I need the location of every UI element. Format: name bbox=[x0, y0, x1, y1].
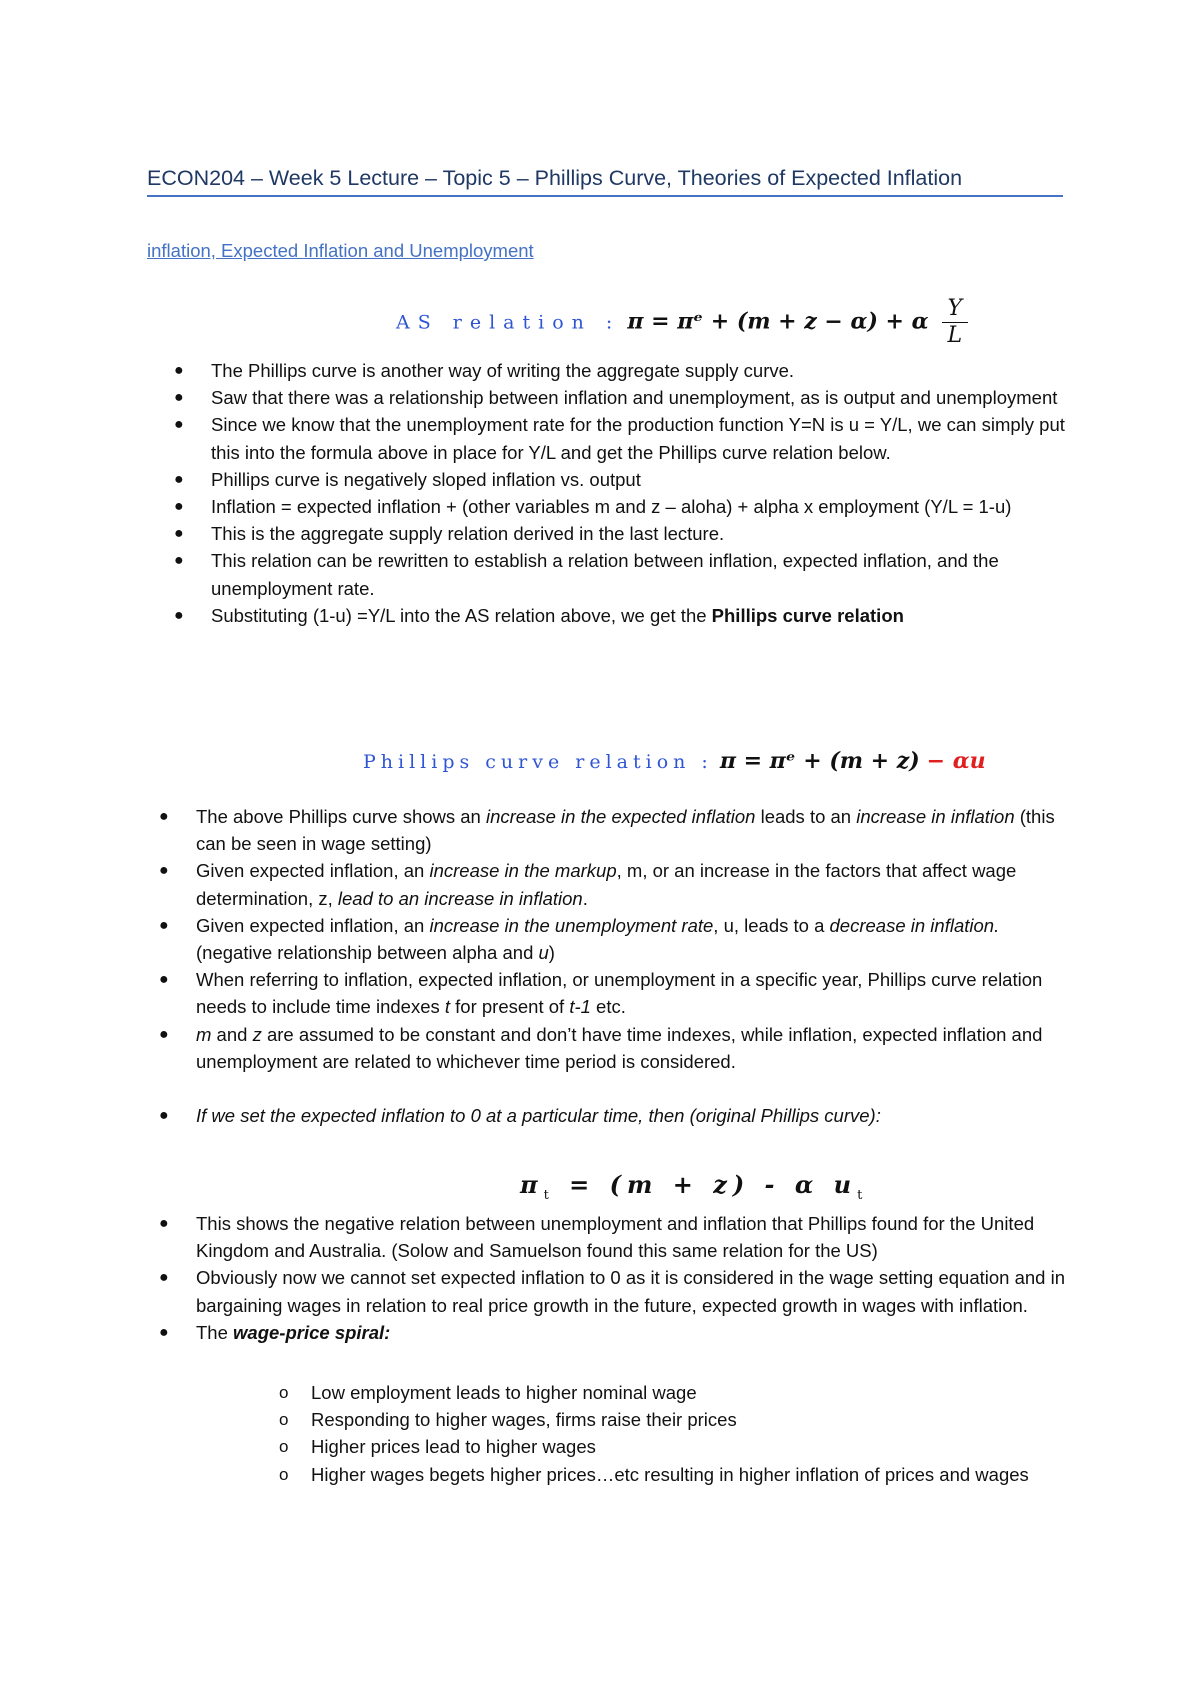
page-title: ECON204 – Week 5 Lecture – Topic 5 – Phillips Curve, Theories of Expected Inflation bbox=[147, 166, 1063, 197]
fraction-numerator: Y bbox=[942, 296, 969, 323]
fraction-denominator: L bbox=[947, 323, 963, 348]
as-relation-body: π = πᵉ + (m + z − α) + α bbox=[627, 308, 929, 335]
bullet-list-phillips bbox=[159, 803, 1071, 1129]
section-heading: inflation, Expected Inflation and Unemployment bbox=[147, 240, 534, 261]
sub-list-item: o Responding to higher wages, firms raise their prices bbox=[279, 1409, 737, 1431]
bullet-list-original bbox=[159, 1210, 1071, 1346]
as-relation-label: AS relation : bbox=[396, 311, 621, 334]
sub-list-item: o Higher wages begets higher prices…etc resulting in higher inflation of prices and wages bbox=[279, 1463, 1029, 1485]
list-spacer bbox=[196, 1075, 1071, 1102]
list-item: ● This shows the negative relation between unemployment and inflation that Phillips found for the United Kingdom and Australia. (Solow and Samuelson found this same relation for the US) bbox=[159, 1213, 1035, 1262]
sub-list-item: o Low employment leads to higher nominal wage bbox=[279, 1382, 697, 1403]
list-item: ● When referring to inflation, expected inflation, or unemployment in a specific year, Phillips curve relation needs to include time indexes t for present of t-1 etc. bbox=[159, 969, 1043, 1018]
list-item: ● Given expected inflation, an increase in the markup, m, or an increase in the factors that affect wage determination, z, lead to an increase in inflation. bbox=[159, 860, 1017, 909]
sub-list-wage-price-spiral bbox=[279, 1379, 1071, 1488]
sub-list-item: o Higher prices lead to higher wages bbox=[279, 1436, 596, 1458]
bullet-list-as bbox=[174, 357, 1071, 629]
phillips-relation-label: Phillips curve relation : bbox=[363, 751, 713, 773]
list-item: ● This is the aggregate supply relation derived in the last lecture. bbox=[174, 523, 725, 545]
phillips-relation-equation bbox=[363, 748, 986, 774]
list-item: ● The wage-price spiral: bbox=[159, 1321, 391, 1343]
list-item: ● m and z are assumed to be constant and don’t have time indexes, while inflation, expected inflation and unemployment are related to whichever time period is considered. bbox=[159, 1023, 1043, 1072]
list-item: ● Phillips curve is negatively sloped inflation vs. output bbox=[174, 468, 641, 490]
list-item: ● If we set the expected inflation to 0 at a particular time, then (original Phillips curve): bbox=[159, 1105, 881, 1127]
as-relation-fraction bbox=[942, 296, 969, 349]
list-item: ● Inflation = expected inflation + (other variables m and z – aloha) + alpha x employment (Y/L = 1-u) bbox=[174, 496, 1012, 518]
original-phillips-equation: $\pi_t = (m + z) - \alpha$ $u_t$ bbox=[520, 1170, 869, 1203]
list-item: ● Saw that there was a relationship between inflation and unemployment, as is output and unemployment bbox=[174, 387, 1058, 409]
list-item: ● Obviously now we cannot set expected inflation to 0 as it is considered in the wage setting equation and in bargaining wages in relation to real price growth in the future, expected growth in wages with inflation. bbox=[159, 1267, 1066, 1316]
list-item: ● Substituting (1-u) =Y/L into the AS relation above, we get the Phillips curve relation bbox=[174, 604, 904, 626]
as-relation-equation bbox=[396, 296, 968, 349]
list-item: ● Given expected inflation, an increase in the unemployment rate, u, leads to a decrease in inflation. (negative relationship between alpha and u) bbox=[159, 914, 1000, 964]
list-item: ● The Phillips curve is another way of writing the aggregate supply curve. bbox=[174, 360, 795, 381]
list-item: ● Since we know that the unemployment rate for the production function Y=N is u = Y/L, we can simply put this into the formula above in place for Y/L and get the Phillips curve relation below. bbox=[174, 414, 1065, 463]
phillips-relation-body: π = πᵉ + (m + z) bbox=[719, 748, 920, 774]
list-item: ● This relation can be rewritten to establish a relation between inflation, expected inflation, and the unemployment rate. bbox=[174, 550, 999, 599]
list-item: ● The above Phillips curve shows an increase in the expected inflation leads to an increase in inflation (this can be seen in wage setting) bbox=[159, 806, 1055, 855]
phillips-relation-negative-term: − αu bbox=[926, 748, 986, 774]
